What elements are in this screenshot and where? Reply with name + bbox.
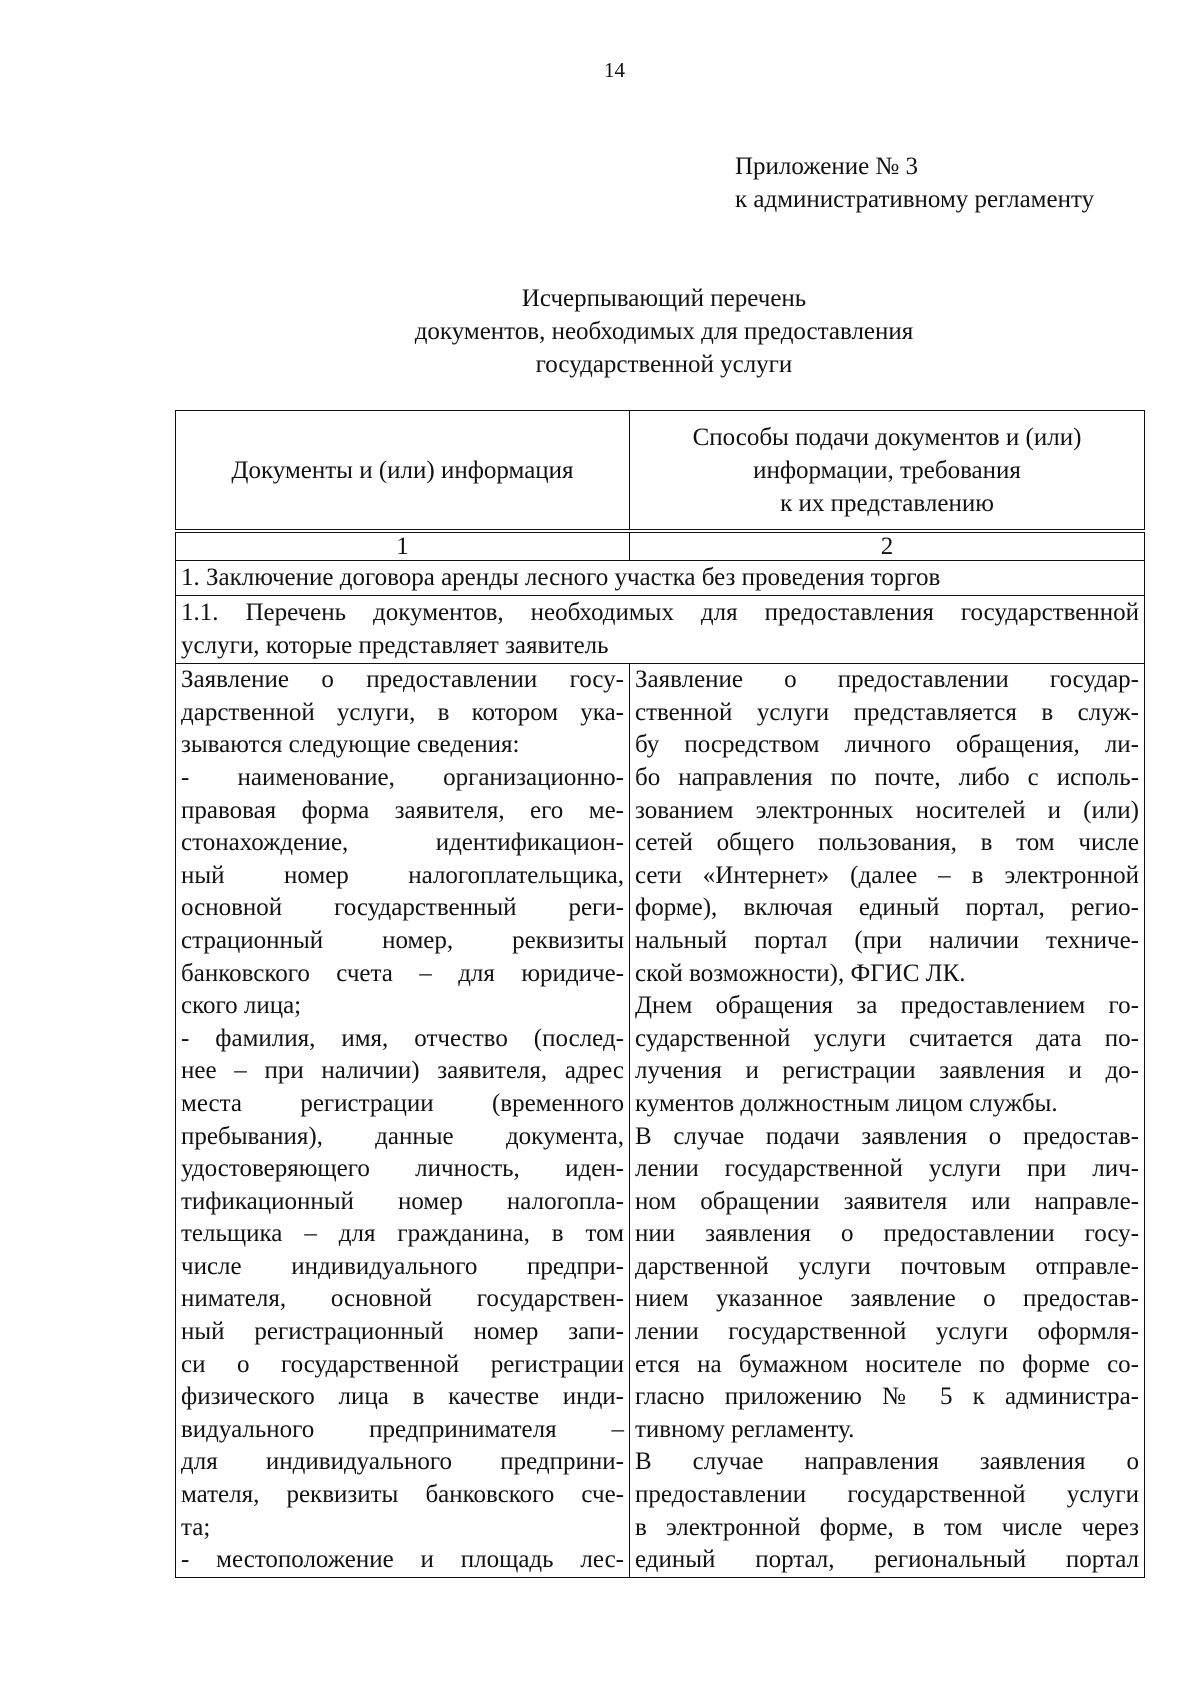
text-line: Днем обращения за предоставлением го- — [635, 992, 1139, 1020]
text-line: Заявление о предоставлении госу- — [181, 666, 624, 694]
column-number-2: 2 — [630, 533, 1145, 561]
section-heading — [176, 561, 1145, 596]
text-line: банковского счета – для юридиче- — [181, 959, 624, 987]
page-number: 14 — [604, 58, 625, 82]
text-line: в электронной форме, в том числе через — [635, 1513, 1139, 1541]
text-line: та; — [181, 1513, 211, 1541]
text-line: дарственной услуги, в котором ука- — [181, 698, 624, 726]
text-line: мателя, реквизиты банковского сче- — [181, 1481, 624, 1509]
text-line: нии заявления о предоставлении госу- — [635, 1220, 1139, 1248]
text-line: тельщика – для гражданина, в том — [181, 1220, 624, 1248]
header-col-2-line-2: информации, требования — [753, 456, 1021, 484]
text-line: физического лица в качестве инди- — [181, 1383, 624, 1411]
header-col-2-line-1: Способы подачи документов и (или) — [692, 423, 1082, 451]
text-line: - фамилия, имя, отчество (послед- — [181, 1024, 624, 1052]
text-line: тификационный номер налогопла- — [181, 1187, 624, 1215]
text-line: ской возможности), ФГИС ЛК. — [635, 959, 966, 987]
title-line-1: Исчерпывающий перечень — [521, 285, 807, 312]
text-line: страционный номер, реквизиты — [181, 926, 624, 954]
text-line: сетей общего пользования, в том числе — [635, 829, 1139, 857]
text-line: бу посредством личного обращения, ли- — [635, 731, 1139, 759]
text-line: ского лица; — [181, 992, 302, 1020]
text-line: В случае направления заявления о — [635, 1448, 1139, 1476]
text-line: удостоверяющего личность, иден- — [181, 1155, 624, 1183]
annex-line-1: Приложение № 3 — [735, 153, 919, 180]
text-line: ный номер налогоплательщика, — [181, 861, 624, 889]
text-line: места регистрации (временного — [181, 1089, 624, 1117]
text-line: нимателя, основной государствен- — [181, 1285, 624, 1313]
header-col-1-text: Документы и (или) информация — [231, 456, 574, 484]
header-col-2-line-3: к их представлению — [780, 489, 994, 517]
column-number-row — [176, 533, 1145, 561]
text-line: нее – при наличии) заявителя, адрес — [181, 1057, 624, 1085]
text-line: бо направления по почте, либо с исполь- — [635, 763, 1139, 791]
submission-methods-text — [635, 664, 1139, 1577]
section-row — [176, 561, 1145, 596]
text-line: сети «Интернет» (далее – в электронной — [635, 861, 1139, 889]
text-line: ный регистрационный номер запи- — [181, 1318, 624, 1346]
text-line: Заявление о предоставлении государ- — [635, 666, 1139, 694]
text-line: зываются следующие сведения: — [181, 731, 520, 759]
text-line: видуального предпринимателя – — [181, 1415, 624, 1443]
subsection-line-2: услуги, которые представляет заявитель — [181, 631, 609, 659]
text-line: предоставлении государственной услуги — [635, 1481, 1139, 1509]
annex-line-2: к административному регламенту — [735, 186, 1095, 213]
subsection-heading — [176, 596, 1145, 664]
documents-text — [181, 664, 624, 1577]
text-line: стонахождение, идентификацион- — [181, 829, 624, 857]
column-number-1: 1 — [176, 533, 630, 561]
text-line: правовая форма заявителя, его ме- — [181, 796, 624, 824]
subsection-line-1: 1.1. Перечень документов, необходимых для предоставления государственной — [181, 599, 1139, 626]
text-line: для индивидуального предприни- — [181, 1448, 624, 1476]
text-line: основной государственный реги- — [181, 894, 624, 922]
text-line: нальный портал (при наличии техниче- — [635, 926, 1139, 954]
text-line: си о государственной регистрации — [181, 1350, 624, 1378]
text-line: пребывания), данные документа, — [181, 1122, 624, 1150]
documents-cell — [176, 664, 630, 1578]
text-line: зованием электронных носителей и (или) — [635, 796, 1139, 824]
text-line: ном обращении заявителя или направле- — [635, 1187, 1139, 1215]
text-line: сударственной услуги считается дата по- — [635, 1024, 1139, 1052]
text-line: лучения и регистрации заявления и до- — [635, 1057, 1139, 1085]
text-line: числе индивидуального предпри- — [181, 1252, 624, 1280]
text-line: нием указанное заявление о предостав- — [635, 1285, 1139, 1313]
submission-methods-cell — [630, 664, 1145, 1578]
text-line: В случае подачи заявления о предостав- — [635, 1122, 1139, 1150]
table-header-row — [176, 411, 1145, 530]
header-col-2 — [630, 411, 1145, 530]
text-line: ственной услуги представляется в служ- — [635, 698, 1139, 726]
header-col-1 — [176, 411, 630, 530]
text-line: - местоположение и площадь лес- — [181, 1546, 624, 1574]
text-line: лении государственной услуги оформля- — [635, 1318, 1139, 1346]
text-line: кументов должностным лицом службы. — [635, 1089, 1058, 1117]
text-line: ется на бумажном носителе по форме со- — [635, 1350, 1139, 1378]
documents-table — [175, 410, 1145, 1578]
text-line: форме), включая единый портал, регио- — [635, 894, 1139, 922]
document-title — [0, 282, 1200, 381]
title-line-2: документов, необходимых для предоставления — [414, 318, 914, 345]
section-heading-text: 1. Заключение договора аренды лесного участка без проведения торгов — [181, 564, 941, 591]
text-line: - наименование, организационно- — [181, 763, 624, 791]
text-line: дарственной услуги почтовым отправле- — [635, 1252, 1139, 1280]
title-line-3: государственной услуги — [535, 351, 793, 378]
table-body-row — [176, 664, 1145, 1578]
text-line: гласно приложению № 5 к администра- — [635, 1383, 1139, 1411]
text-line: лении государственной услуги при лич- — [635, 1155, 1139, 1183]
annex-reference — [735, 150, 1094, 216]
subsection-row — [176, 596, 1145, 664]
text-line: тивному регламенту. — [635, 1415, 855, 1443]
text-line: единый портал, региональный портал — [635, 1546, 1139, 1574]
